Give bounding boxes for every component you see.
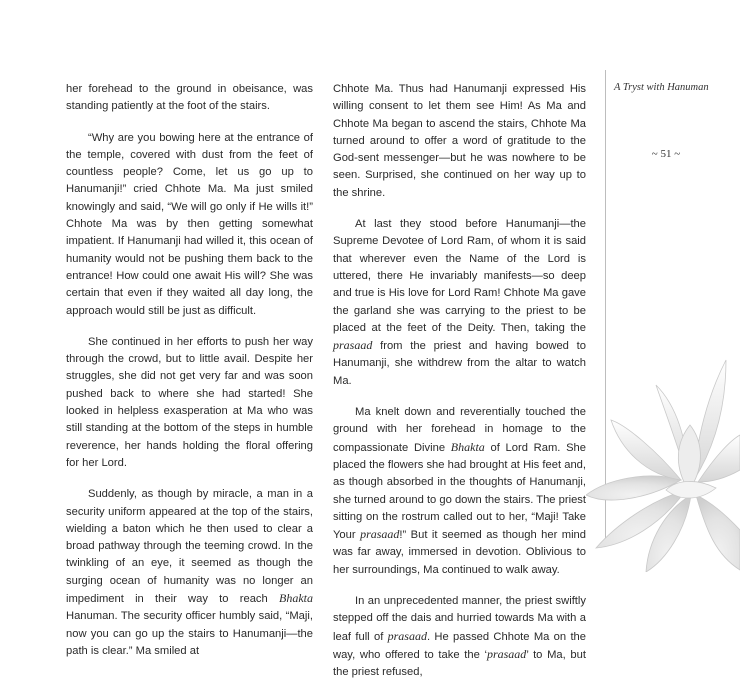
italic-term: prasaad [387, 628, 427, 643]
text-run: from the priest and having bowed to Hanumanji, she withdrew from the altar to watch Ma. [333, 340, 586, 387]
page-number: ~ 51 ~ [651, 148, 681, 160]
paragraph [66, 81, 313, 116]
text-run: . He passed Chhote Ma on the way, who offered to take the ‘ [333, 630, 587, 661]
paragraph [333, 593, 586, 681]
italic-term: Bhakta [450, 439, 485, 454]
paragraph [333, 81, 586, 202]
text-run: At last they stood before Hanumanji—the Supreme Devotee of Lord Ram, of whom it is said that wherever even the Name of the Lord is uttered, there He invariably manifests—so deep and true is His love for Lord Ram! Chhote Ma gave the garland she was carrying to the priest to be placed at the feet of the Deity. Then, taking the [333, 218, 586, 334]
text-run: ’ to Ma, but the priest refused, [333, 648, 586, 679]
text-run: Chhote Ma. Thus had Hanumanji expressed His willing consent to let them see Him! As Ma and Chhote Ma began to ascend the stairs, Chhote Ma turned around to offer a word of gratitude to the God-sent messenger—but he was nowhere to be seen. Surprised, she continued on her way up to the shrine. [333, 83, 586, 199]
left-text-column [66, 81, 313, 674]
paragraph [66, 334, 313, 472]
text-run: Suddenly, as though by miracle, a man in a security uniform appeared at the top of the stairs, wielding a baton which he then used to clear a broad pathway through the teeming crowd. In the twinkling of an eye, it seemed as though the surging ocean of humanity was no longer an impediment in their way to reach [66, 488, 313, 606]
text-run: She continued in her efforts to push her way through the crowd, but to little avail. Despite her struggles, she did not get very far and was soon pushed back to where she had started! She looked in helpless exasperation at Ma who was still standing at the bottom of the steps in humble reverence, her hands holding the floral offering for her Lord. [66, 335, 313, 469]
text-run: Ma knelt down and reverentially touched the ground with her forehead in homage to the compassionate Divine [333, 406, 586, 454]
italic-term: prasaad [333, 338, 373, 353]
text-run: of Lord Ram. She placed the flowers she had brought at His feet and, as though absorbed in the thoughts of Hanumanji, she turned around to go down the stairs. The priest sitting on the rostrum called out to her, “Maji! Take Your [333, 441, 586, 542]
text-run: Hanuman. The security officer humbly said, “Maji, now you can go up the stairs to Hanumanji—the path is clear.” Ma smiled at [66, 610, 313, 657]
italic-term: prasaad [360, 527, 400, 542]
text-run: In an unprecedented manner, the priest swiftly stepped off the dais and hurried towards Ma with a leaf full of [333, 595, 586, 643]
running-title: A Tryst with Hanuman [614, 82, 709, 93]
lotus-flower-icon [586, 330, 740, 572]
paragraph [333, 404, 586, 579]
text-run: her forehead to the ground in obeisance, was standing patiently at the foot of the stairs. [66, 83, 313, 113]
italic-term: Bhakta [279, 591, 313, 606]
right-text-column [333, 81, 586, 696]
text-run: !” But it seemed as though her mind was far away, immersed in devotion. Oblivious to her surroundings, Ma continued to walk away. [333, 529, 587, 576]
text-run: “Why are you bowing here at the entrance of the temple, covered with dust from the feet of countless people? Come, let us go up to Hanumanji!” cried Chhote Ma. Ma just smiled knowingly and said, “We will go only if He wills it!” Chhote Ma was by then getting somewhat impatient. If Hanumanji had willed it, this ocean of humanity would not be pushing them back to the entrance! How could one await His will? She was certain that even if they waited all day long, the approach would still be just as difficult. [66, 131, 313, 317]
paragraph [66, 486, 313, 660]
paragraph [66, 130, 313, 320]
paragraph [333, 216, 586, 390]
italic-term: prasaad [486, 646, 527, 661]
